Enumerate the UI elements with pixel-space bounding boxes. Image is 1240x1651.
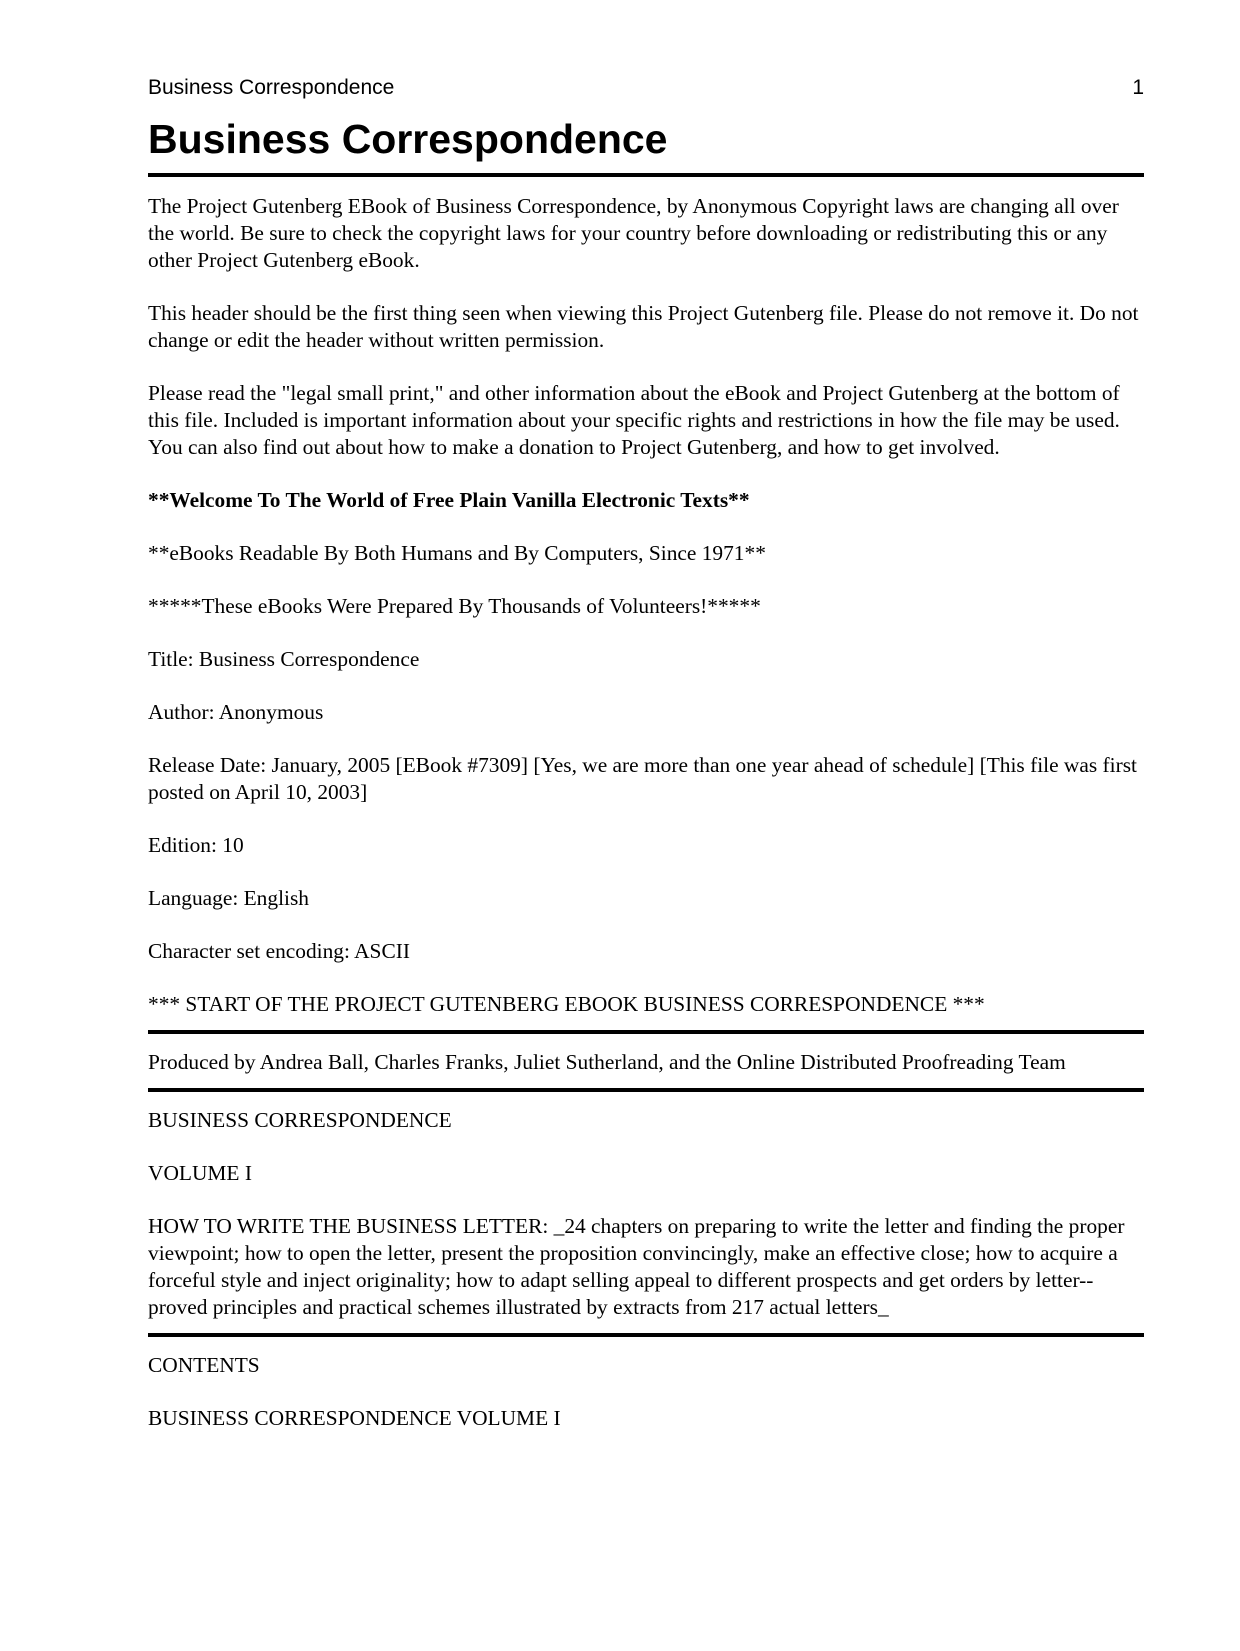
volunteers-line: *****These eBooks Were Prepared By Thousands of Volunteers!***** xyxy=(148,594,761,618)
readable-line: **eBooks Readable By Both Humans and By Computers, Since 1971** xyxy=(148,541,766,565)
page-title: Business Correspondence xyxy=(148,116,668,162)
summary-divider xyxy=(148,1333,1144,1337)
author-line: Author: Anonymous xyxy=(148,700,324,724)
title-line: Title: Business Correspondence xyxy=(148,647,420,671)
volume-summary-paragraph: HOW TO WRITE THE BUSINESS LETTER: _24 chapters on preparing to write the letter and finding the proper viewpoint; how to open the letter, present the proposition convincingly, make an effective close; how to acquire a forceful style and inject originality; how to adapt selling appeal to different prospects and get orders by letter-- proved principles and practical schemes illustrated by extracts from 217 actual letters_ xyxy=(148,1214,1125,1319)
produced-by-divider xyxy=(148,1088,1144,1092)
contents-entry: BUSINESS CORRESPONDENCE VOLUME I xyxy=(148,1406,561,1430)
page-number: 1 xyxy=(1132,76,1144,99)
running-header-title: Business Correspondence xyxy=(148,76,395,99)
document-page xyxy=(148,74,1144,1432)
produced-by-line: Produced by Andrea Ball, Charles Franks, Juliet Sutherland, and the Online Distributed Proofreading Team xyxy=(148,1050,1066,1074)
start-marker-divider xyxy=(148,1030,1144,1034)
edition-line: Edition: 10 xyxy=(148,833,244,857)
contents-heading: CONTENTS xyxy=(148,1353,260,1377)
start-marker-line: *** START OF THE PROJECT GUTENBERG EBOOK BUSINESS CORRESPONDENCE *** xyxy=(148,992,985,1016)
language-line: Language: English xyxy=(148,886,309,910)
release-date-line: Release Date: January, 2005 [EBook #7309] [Yes, we are more than one year ahead of schedule] [This file was first posted on April 10, 2003] xyxy=(148,753,1137,804)
intro-paragraph: The Project Gutenberg EBook of Business Correspondence, by Anonymous Copyright laws are changing all over the world. Be sure to check the copyright laws for your country before downloading or redistributing this or any other Project Gutenberg eBook. xyxy=(148,194,1119,272)
welcome-line: **Welcome To The World of Free Plain Vanilla Electronic Texts** xyxy=(148,488,750,512)
book-heading: BUSINESS CORRESPONDENCE xyxy=(148,1108,452,1132)
header-notice-paragraph: This header should be the first thing seen when viewing this Project Gutenberg file. Please do not remove it. Do not change or edit the header without written permission. xyxy=(148,301,1139,352)
volume-heading: VOLUME I xyxy=(148,1161,252,1185)
legal-notice-paragraph: Please read the "legal small print," and other information about the eBook and Project Gutenberg at the bottom of this file. Included is important information about your specific rights and restrictions in how the file may be used. You can also find out about how to make a donation to Project Gutenberg, and how to get involved. xyxy=(148,381,1120,459)
title-divider xyxy=(148,173,1144,177)
encoding-line: Character set encoding: ASCII xyxy=(148,939,410,963)
running-header xyxy=(148,74,1144,102)
